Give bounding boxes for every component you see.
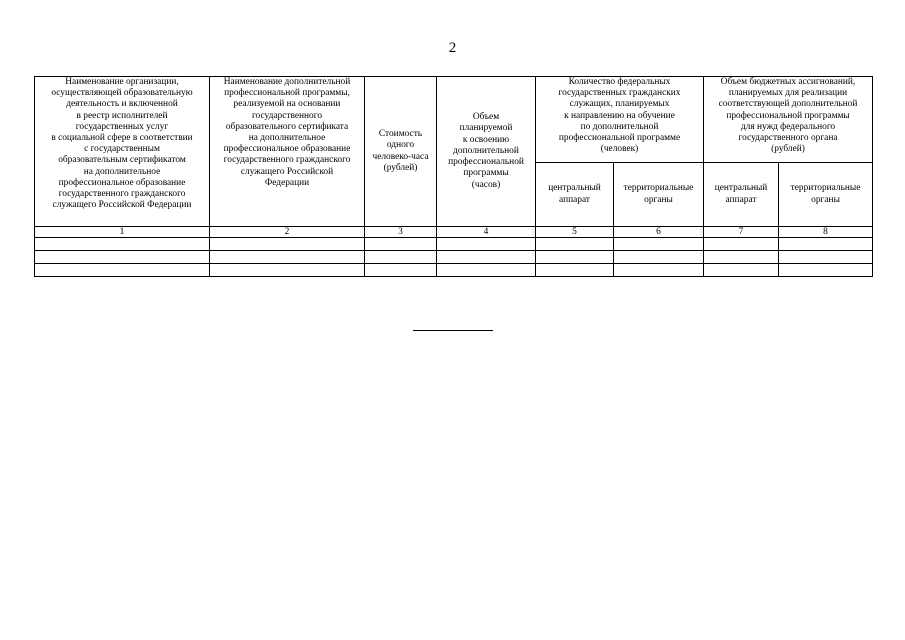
header-employees-central: центральный аппарат bbox=[536, 163, 614, 227]
header-employees-count: Количество федеральных государственных гражданских служащих, планируемых к направлению на обучение по дополнительной профессиональной программе (человек) bbox=[536, 77, 704, 163]
column-number: 8 bbox=[779, 227, 873, 238]
table-cell bbox=[779, 251, 873, 264]
header-program-name: Наименование дополнительной профессиональной программы, реализуемой на основании государственного образовательного сертификата на дополнительное профессиональное образование государственного гражданского служащего Российской Федерации bbox=[210, 77, 365, 227]
column-number: 1 bbox=[35, 227, 210, 238]
table-row bbox=[35, 264, 873, 277]
table-cell bbox=[704, 264, 779, 277]
column-number: 2 bbox=[210, 227, 365, 238]
table-cell bbox=[704, 251, 779, 264]
table-cell bbox=[35, 251, 210, 264]
table-cell bbox=[210, 251, 365, 264]
table-cell bbox=[614, 251, 704, 264]
header-budget-volume: Объем бюджетных ассигнований, планируемых для реализации соответствующей дополнительной профессиональной программы для нужд федерального государственного органа (рублей) bbox=[704, 77, 873, 163]
table-cell bbox=[365, 251, 437, 264]
table-cell bbox=[210, 238, 365, 251]
table-cell bbox=[614, 264, 704, 277]
table-cell bbox=[536, 251, 614, 264]
header-hour-cost: Стоимость одного человеко-часа (рублей) bbox=[365, 77, 437, 227]
header-budget-central: центральный аппарат bbox=[704, 163, 779, 227]
header-employees-territorial: территориальные органы bbox=[614, 163, 704, 227]
education-certificate-table bbox=[34, 76, 873, 277]
table-cell bbox=[365, 264, 437, 277]
table-cell bbox=[437, 264, 536, 277]
column-number: 6 bbox=[614, 227, 704, 238]
table-cell bbox=[536, 238, 614, 251]
table-cell bbox=[536, 264, 614, 277]
table-cell bbox=[437, 251, 536, 264]
table-cell bbox=[779, 238, 873, 251]
table-cell bbox=[210, 264, 365, 277]
column-number: 4 bbox=[437, 227, 536, 238]
page-number: 2 bbox=[448, 40, 457, 56]
header-budget-territorial: территориальные органы bbox=[779, 163, 873, 227]
column-number: 7 bbox=[704, 227, 779, 238]
table-row bbox=[35, 238, 873, 251]
table-cell bbox=[704, 238, 779, 251]
table-cell bbox=[35, 238, 210, 251]
header-program-hours: Объем планируемой к освоению дополнительной профессиональной программы (часов) bbox=[437, 77, 536, 227]
table-cell bbox=[779, 264, 873, 277]
header-organization-name: Наименование организации, осуществляющей образовательную деятельность и включенной в реестр исполнителей государственных услуг в социальной сфере в соответствии с государственным образовательным сертификатом на дополнительное профессиональное образование государственного гражданского служащего Российской Федерации bbox=[35, 77, 210, 227]
table-cell bbox=[437, 238, 536, 251]
table-row bbox=[35, 251, 873, 264]
table-cell bbox=[35, 264, 210, 277]
column-number-row bbox=[35, 227, 873, 238]
separator-line bbox=[413, 330, 493, 331]
table-cell bbox=[614, 238, 704, 251]
table-cell bbox=[365, 238, 437, 251]
column-number: 5 bbox=[536, 227, 614, 238]
column-number: 3 bbox=[365, 227, 437, 238]
